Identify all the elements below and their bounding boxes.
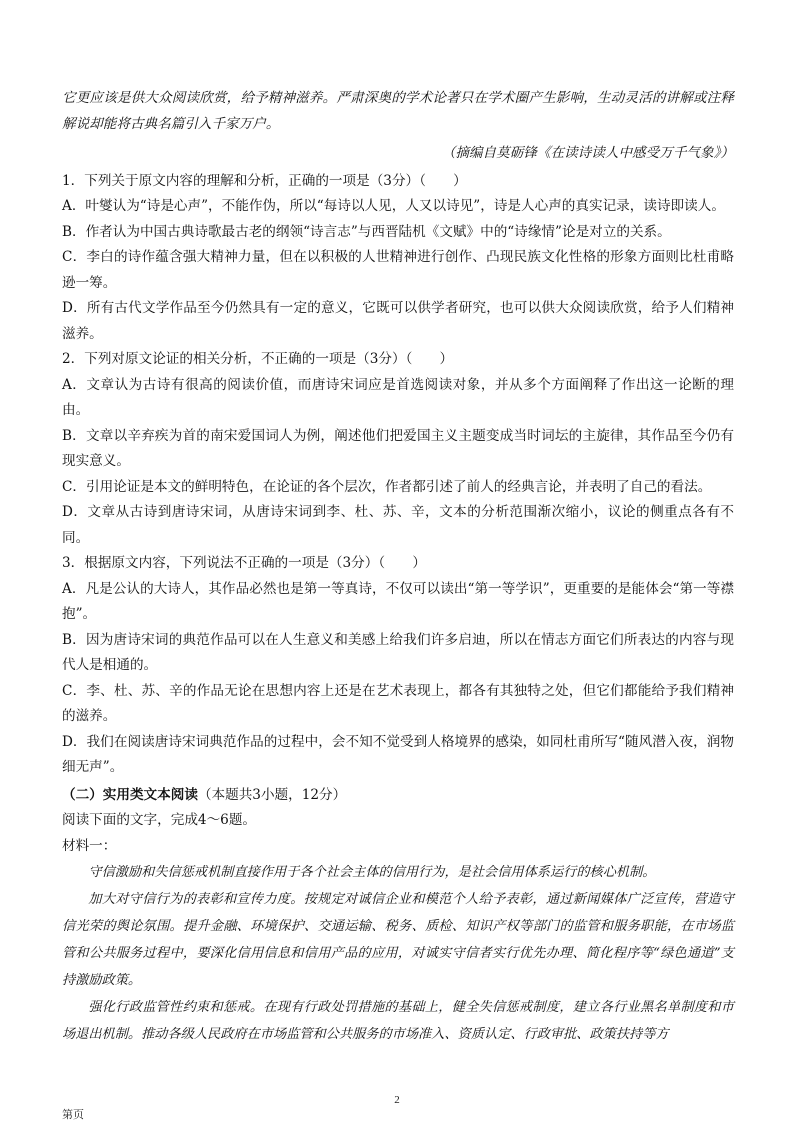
material-label: 材料一： <box>62 837 117 854</box>
question-1 <box>62 169 734 348</box>
option-b: B．文章以辛弃疾为首的南宋爱国词人为例，阐述他们把爱国主义主题变成当时词坛的主旋律，其作品至今仍有现实意义。 <box>62 427 734 469</box>
section-title: （二）实用类文本阅读 <box>62 786 198 803</box>
option-c: C．李白的诗作蕴含强大精神力量，但在以积极的人世精神进行创作、凸现民族文化性格的形象方面则比杜甫略逊一筹。 <box>62 249 734 291</box>
question-stem: 3．根据原文内容，下列说法不正确的一项是（3分）（ ） <box>62 555 426 571</box>
option-a: A．文章认为古诗有很高的阅读价值，而唐诗宋词应是首选阅读对象，并从多个方面阐释了作出这一论断的理由。 <box>62 376 734 418</box>
option-b: B．作者认为中国古典诗歌最古老的纲领“诗言志”与西晋陆机《文赋》中的“诗缘情”论是对立的关系。 <box>62 223 671 240</box>
question-3 <box>62 551 734 781</box>
footer-label: 第页 <box>62 1108 84 1121</box>
option-b: B．因为唐诗宋词的典范作品可以在人生意义和美感上给我们许多启迪，所以在情志方面它们所表达的内容与现代人是相通的。 <box>62 631 734 673</box>
source-citation: （摘编自莫砺锋《在读诗读人中感受万千气象》） <box>441 145 734 161</box>
option-a: A．叶燮认为“诗是心声”，不能作伪，所以“每诗以人见，人又以诗见”，诗是人心声的真实记录，读诗即读人。 <box>62 198 725 214</box>
option-c: C．引用论证是本文的鲜明特色，在论证的各个层次，作者都引述了前人的经典言论，并表明了自己的看法。 <box>62 478 712 495</box>
question-2 <box>62 347 734 551</box>
material-paragraph: 强化行政监管性约束和惩戒。在现有行政处罚措施的基础上，健全失信惩戒制度，建立各行业黑名单制度和市场退出机制。推动各级人民政府在市场监管和公共服务的市场准入、资质认定、行政审批、政策扶持等方 <box>62 1000 734 1042</box>
material-paragraph: 守信激励和失信惩戒机制直接作用于各个社会主体的信用行为，是社会信用体系运行的核心机制。 <box>88 865 656 880</box>
section-instruction: 阅读下面的文字，完成4～6题。 <box>62 812 257 828</box>
page-number: 2 <box>394 1094 400 1106</box>
page-content <box>62 86 734 1048</box>
question-stem: 1．下列关于原文内容的理解和分析，正确的一项是（3分）（ ） <box>62 172 467 189</box>
material-paragraph: 加大对守信行为的表彰和宣传力度。按规定对诚信企业和模范个人给予表彰，通过新闻媒体广泛宣传，营造守信光荣的舆论氛围。提升金融、环境保护、交通运输、税务、质检、知识产权等部门的监管和服务职能，在市场监管和公共服务过程中，要深化信用信息和信用产品的应用，对诚实守信者实行优先办理、简化程序等“绿色通道”支持激励政策。 <box>62 892 734 988</box>
option-d: D．文章从古诗到唐诗宋词，从唐诗宋词到李、杜、苏、辛，文本的分析范围渐次缩小，议论的侧重点各有不同。 <box>62 504 734 546</box>
option-c: C．李、杜、苏、辛的作品无论在思想内容上还是在艺术表现上，都各有其独特之处，但它们都能给予我们精神的滋养。 <box>62 682 734 724</box>
section-note: （本题共3小题，12分） <box>197 786 347 803</box>
option-a: A．凡是公认的大诗人，其作品必然也是第一等真诗，不仅可以读出“第一等学识”，更重要的是能体会“第一等襟抱”。 <box>62 580 734 622</box>
section-heading <box>62 783 734 809</box>
option-d: D．我们在阅读唐诗宋词典范作品的过程中，会不知不觉受到人格境界的感染，如同杜甫所写“随风潜入夜，润物细无声”。 <box>62 733 734 775</box>
intro-paragraph: 它更应该是供大众阅读欣赏，给予精神滋养。严肃深奥的学术论著只在学术圈产生影响，生动灵活的讲解或注释解说却能将古典名篇引入千家万户。 <box>62 90 734 132</box>
question-stem: 2．下列对原文论证的相关分析，不正确的一项是（3分）（ ） <box>62 351 454 367</box>
option-d: D．所有古代文学作品至今仍然具有一定的意义，它既可以供学者研究，也可以供大众阅读欣赏，给予人们精神滋养。 <box>62 300 734 342</box>
material-one <box>62 859 734 1048</box>
